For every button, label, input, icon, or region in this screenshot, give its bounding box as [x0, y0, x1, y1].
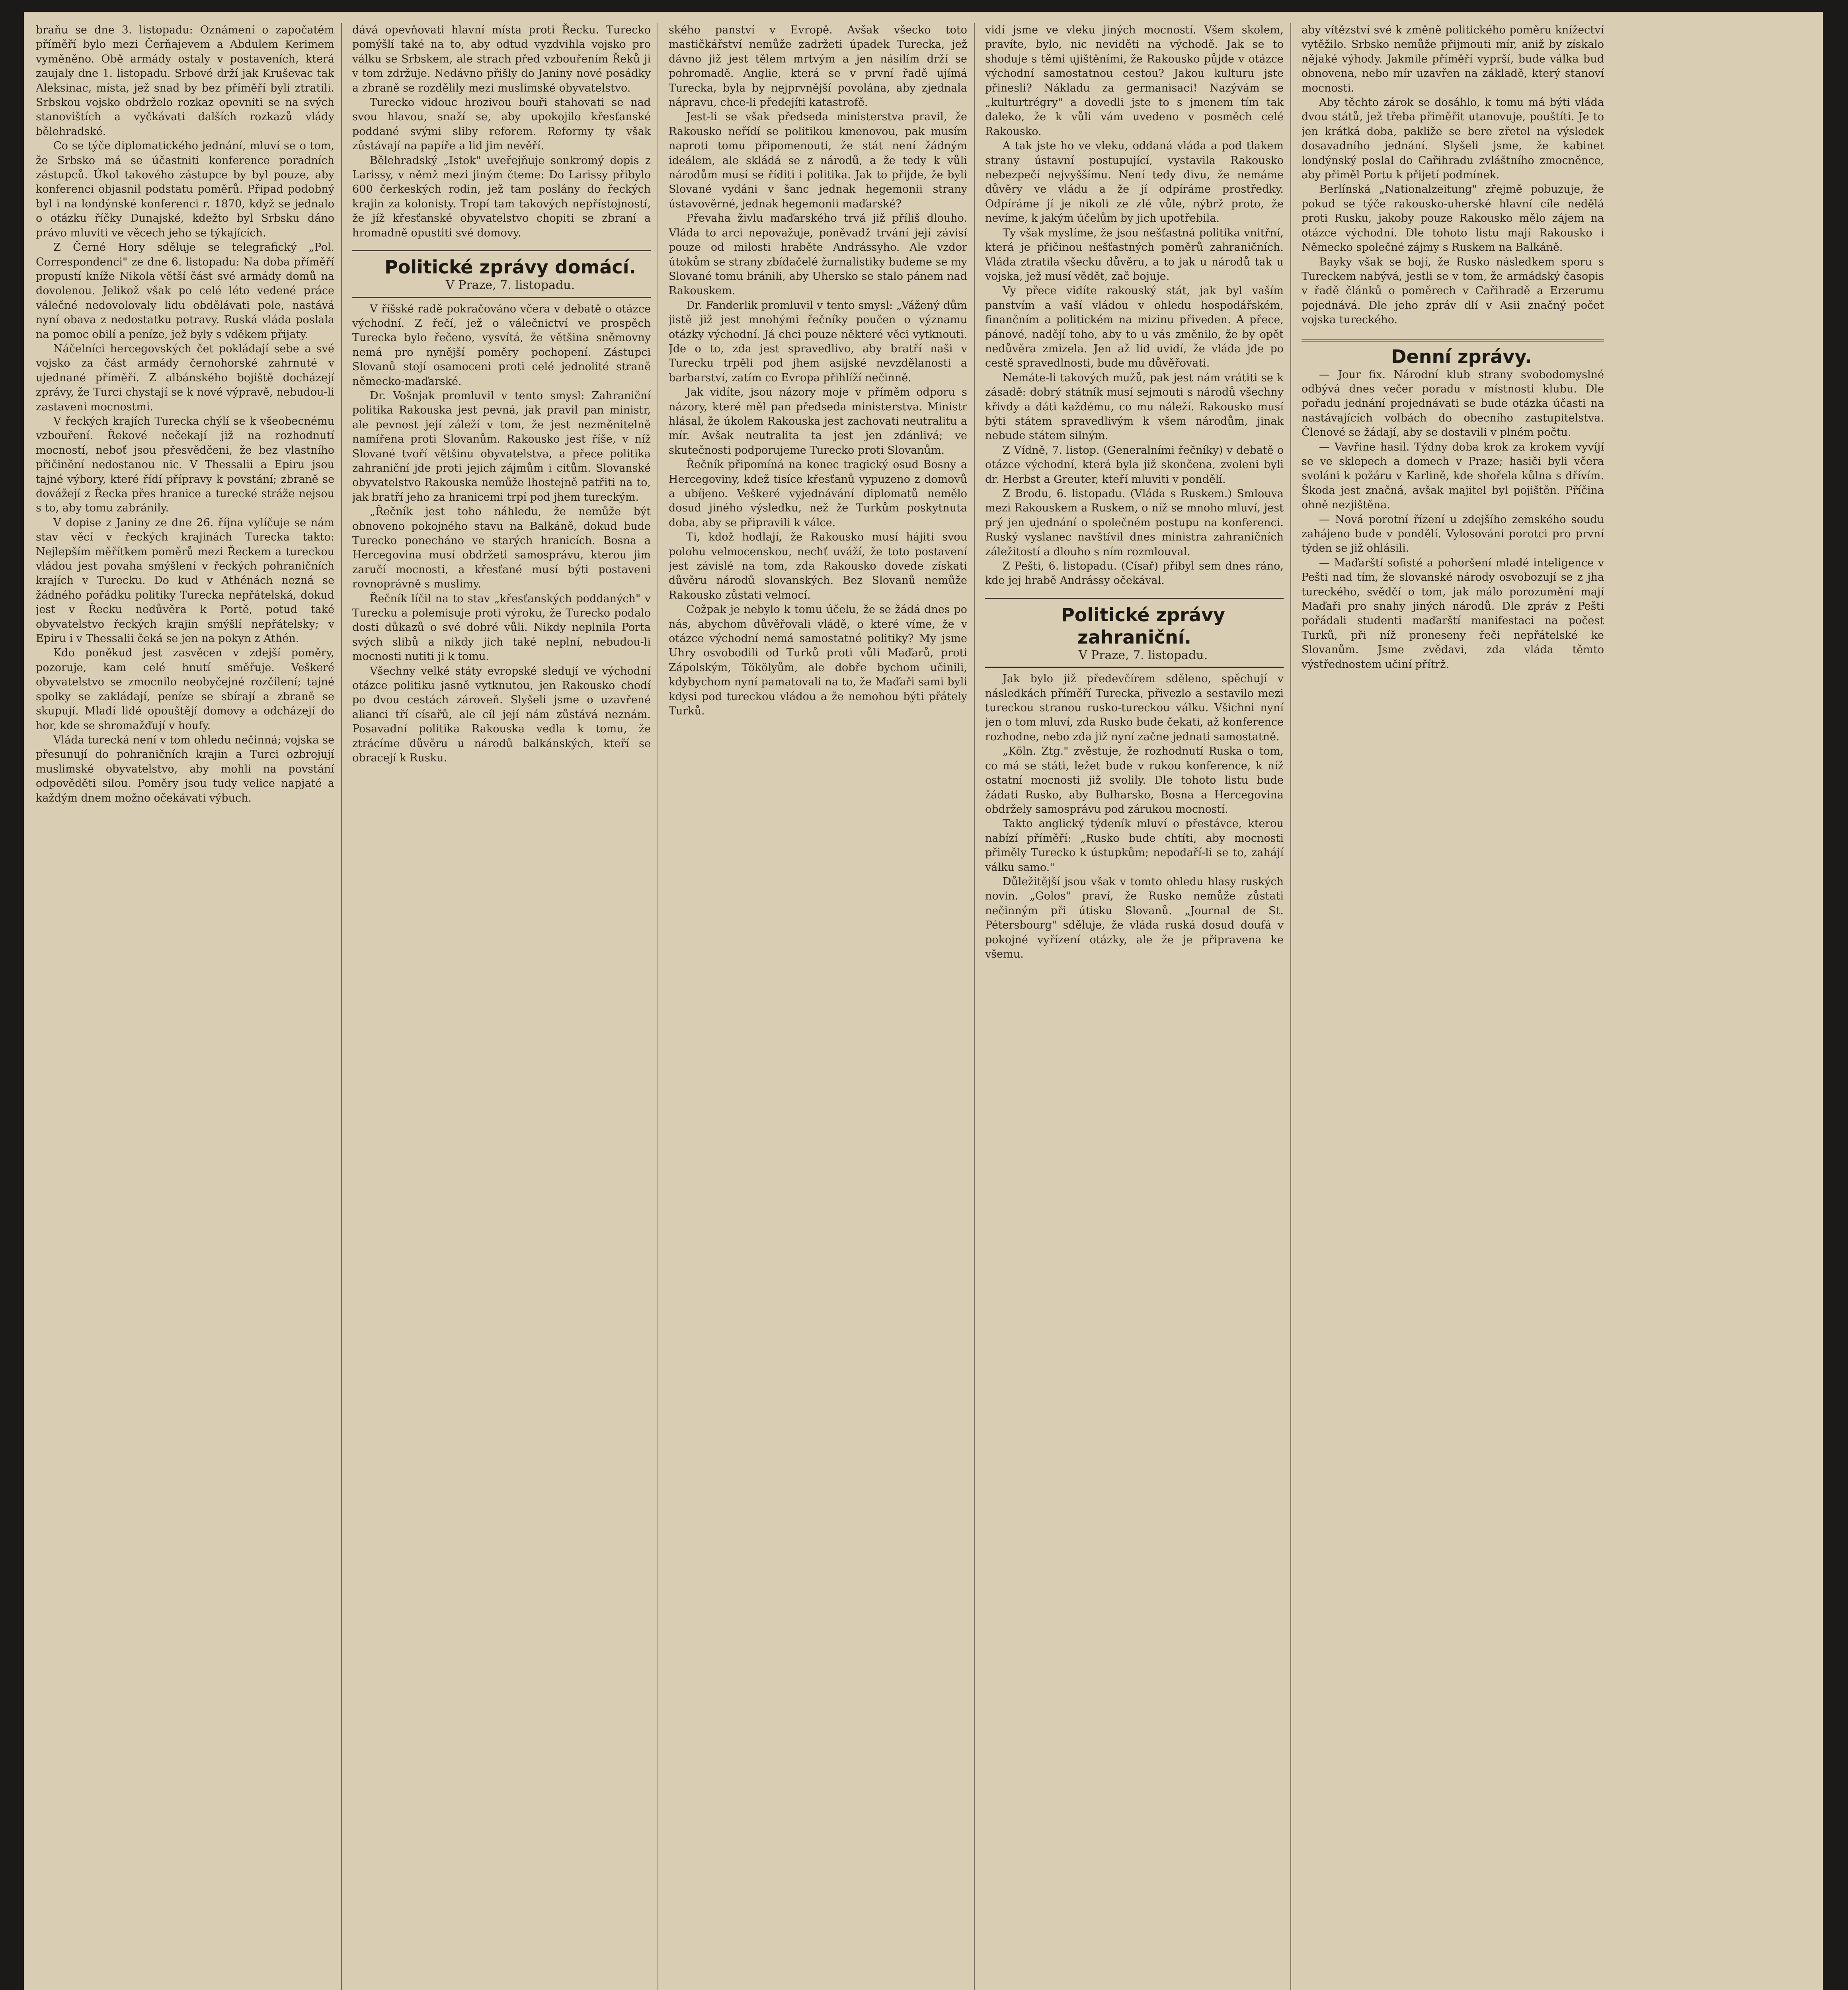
paragraph: — Jour fix. Národní klub strany svobodomyslné odbývá dnes večer poradu v místnosti klubu. Dle pořadu jednání projednávati se bude otázka účasti na nastávajících volbách do obecního zastupitelstva. Členové se žádají, aby se dostavili v plném počtu. — [1302, 368, 1604, 439]
dateline: V Praze, 7. listopadu. — [1078, 648, 1208, 662]
paragraph: Náčelníci hercegovských čet pokládají sebe a své vojsko za část armády černohorské zahrnuté v ujednané příměří. Z albánského bojiště docházejí zprávy, že Turci chystají se k nové výpravě, nebudou-li zastaveni mocnostmi. — [36, 342, 334, 413]
paragraph: — Vavřine hasil. Týdny doba krok za krokem vyvíjí se ve sklepech a domech v Praze; hasiči byli včera svoláni k požáru v Karlině, kde shořela kůlna s dřívím. Škoda jest značná, avšak majitel byl pojištěn. Příčina ohně nezjištěna. — [1302, 441, 1604, 511]
section-header-daily — [1302, 339, 1604, 368]
paragraph: Z Pešti, 6. listopadu. (Císař) přibyl sem dnes ráno, kde jej hrabě Andrássy očekával. — [985, 560, 1284, 587]
paragraph: „Köln. Ztg." zvěstuje, že rozhodnutí Ruska o tom, co má se státi, ležet bude v rukou konference, k níž ostatní mocnosti již svolily. Dle tohoto listu bude žádati Rusko, aby Bulharsko, Bosna a Hercegovina obdržely samosprávu pod zárukou mocností. — [985, 745, 1284, 816]
paragraph: Nemáte-li takových mužů, pak jest nám vrátiti se k zásadě: dobrý státník musí sejmouti s národů všechny křivdy a dáti každému, co mu náleží. Rakousko musí býti státem spravedlivým k všem národům, jinak nebude státem silným. — [985, 371, 1284, 442]
column-rule — [1290, 23, 1291, 1990]
column-1 — [36, 23, 334, 1990]
paragraph: Dr. Fanderlik promluvil v tento smysl: „Vážený dům jistě již jest mnohými řečníky poučen o významu otázky východní. Já chci pouze některé věci vytknouti. Jde o to, zda jest spravedlivo, aby bratří naši v Turecku trpěli pod jhem asijské nevzdělanosti a barbarství, zatím co Evropa přihlíží nečinně. — [669, 299, 967, 384]
paragraph: Takto anglický týdeník mluví o přestávce, kterou nabízí příměří: „Rusko bude chtíti, aby mocnosti přiměly Turecko k ústupkům; nepodaří-li se to, zahájí válku samo." — [985, 817, 1284, 874]
paragraph: Berlínská „Nationalzeitung" zřejmě pobuzuje, že pokud se týče rakousko-uherské hlavní cíle nedělá proti Rusku, jakoby pouze Rakousko mělo zájem na otázce východní. Dle tohoto listu mají Rakousko i Německo společné zájmy s Ruskem na Balkáně. — [1302, 183, 1604, 254]
column-2 — [352, 23, 651, 1990]
column-4 — [985, 23, 1284, 1990]
paragraph: V řeckých krajích Turecka chýlí se k všeobecnému vzbouření. Řekové nečekají již na rozhodnutí mocností, neboť jsou přesvědčeni, že bez vlastního přičinění nedostanou nic. V Thessalii a Epiru jsou tajné výbory, které řídí přípravy k povstání; zbraně se dovážejí z Řecka přes hranice a turecké stráže nejsou s to, aby tomu zabránily. — [36, 415, 334, 515]
paragraph: Vy přece vidíte rakouský stát, jak byl vaším panstvím a vaší vládou v ohledu hospodářském, finančním a politickém na mizinu přiveden. A přece, pánové, nadějí toho, aby to u vás změnilo, že by opět nedůvěra zmizela. Jen až lid uvidí, že vláda jde po cestě spravedlnosti, bude mu důvěřovati. — [985, 285, 1284, 370]
paragraph: Z Brodu, 6. listopadu. (Vláda s Ruskem.) Smlouva mezi Rakouskem a Ruskem, o níž se mnoho mluví, jest prý jen ujednání o společném postupu na konferenci. Ruský vyslanec navštívil dnes ministra zahraničních záležitostí a dlouho s ním rozmlouval. — [985, 488, 1284, 558]
column-rule — [974, 23, 975, 1990]
paragraph: Cožpak je nebylo k tomu účelu, že se žádá dnes po nás, abychom důvěřovali vládě, o které víme, že v otázce východní nemá samostatné politiky? My jsme Uhry osvobodili od Turků proti vůli Maďarů, proti Zápolským, Tökölyům, ale dobře bychom učinili, kdybychom nyní pamatovali na to, že Maďaři sami byli kdysi pod tureckou vládou a že nemohou býti přátely Turků. — [669, 603, 967, 718]
paragraph: braňu se dne 3. listopadu: Oznámení o započatém příměří bylo mezi Čerňajevem a Abdulem Kerimem vyměněno. Obě armády ostaly v postaveních, která zaujaly dne 1. listopadu. Srbové drží jak Kruševac tak Aleksinac, místa, jež snad by bez příměří byli ztratili. Srbskou vojsko obdrželo rozkaz opevniti se na svých stanovištích a vyčkávati dalších rozkazů vlády bělehradské. — [36, 24, 334, 138]
paragraph: Z Vídně, 7. listop. (Generalními řečníky) v debatě o otázce východní, která byla již skončena, zvoleni byli dr. Herbst a Greuter, kteří mluviti v pondělí. — [985, 444, 1284, 486]
column-5 — [1302, 23, 1604, 1990]
paragraph: Aby těchto zárok se dosáhlo, k tomu má býti vláda dvou států, jež třeba přiměřit utanovuje, pouštíti. Je to jen krátká doba, pakliže se bere zřetel na výsledek dosavadního jednání. Slyšeli jsme, že kabinet londýnský poslal do Cařihradu zvláštního zmocněnce, aby přiměl Portu k přijetí podmínek. — [1302, 96, 1604, 181]
headline-domestic: Politické zprávy domácí. — [384, 256, 636, 278]
section-header-foreign — [985, 598, 1284, 668]
paragraph: Ty však myslíme, že jsou nešťastná politika vnitřní, která je přičinou nešťastných poměrů zahraničních. Vláda ztratila všecku důvěru, a to jak u národů tak u vojska, jež musí vědět, zač bojuje. — [985, 226, 1284, 283]
paragraph: Všechny velké státy evropské sledují ve východní otázce politiku jasně vytknutou, jen Rakousko chodí po dvou cestách zároveň. Slyšeli jsme o uzavřené alianci tří císařů, ale cíl její nám zůstává neznám. Posavadní politika Rakouska vedla k tomu, že ztrácíme důvěru u národů balkánských, kteří se obracejí k Rusku. — [352, 665, 651, 765]
paragraph: Jak bylo již předevčírem sděleno, spěchují v následkách příměří Turecka, přivezlo a sestavilo mezi tureckou stranou rusko-tureckou válku. Všichni nyní jen o tom mluví, zda Rusko bude čekati, až konference rozhodne, nebo zda již nyní začne jednati samostatně. — [985, 673, 1284, 743]
paragraph: Bělehradský „Istok" uveřejňuje sonkromý dopis z Larissy, v němž mezi jiným čteme: Do Larissy přibylo 600 čerkeských rodin, jež tam poslány do řeckých krajin za kolonisty. Tropí tam takových nepřístojností, že jíž křesťanské obyvatelstvo chopiti se zbraní a hromadně opustiti své domovy. — [352, 154, 651, 239]
newspaper-page — [24, 12, 1823, 1990]
column-3 — [669, 23, 967, 1990]
column-rule — [341, 23, 342, 1990]
paragraph: Převaha živlu maďarského trvá již příliš dlouho. Vláda to arci nepovažuje, poněvadž trvání její závisí pouze od milosti hraběte Andrássyho. Ale vzdor útokům se strany zbídačelé žurnalistiky budeme se my Slované tomu bránili, aby Uhersko se stalo pánem nad Rakouskem. — [669, 212, 967, 297]
paragraph: Bayky však se bojí, že Rusko následkem sporu s Tureckem nabývá, jestli se v tom, že armádský časopis v řadě článků o poměrech v Cařihradě a Erzerumu pojednává. Dle jeho zpráv dlí v Asii značný počet vojska tureckého. — [1302, 256, 1604, 326]
paragraph: Řečník připomíná na konec tragický osud Bosny a Hercegoviny, kdež tisíce křesťanů vypuzeno z domovů a ubíjeno. Veškeré vyjednávání diplomatů nemělo dosud jiného výsledku, než že Turkům poskytnuta doba, aby se připravili k válce. — [669, 458, 967, 529]
dateline: V Praze, 7. listopadu. — [445, 278, 575, 293]
paragraph: Řečník líčil na to stav „křesťanských poddaných" v Turecku a polemisuje proti výroku, že Turecko podalo dosti důkazů o své dobré vůli. Nikdy neplnila Porta svých slibů a nikdy jich také neplní, nebudou-li mocnosti nutiti ji k tomu. — [352, 592, 651, 663]
paragraph: — Nová porotní řízení u zdejšího zemského soudu zahájeno bude v pondělí. Vylosováni porotci pro první týden se již ohlásili. — [1302, 513, 1604, 555]
paragraph: aby vítězství své k změně politického poměru knížectví vytěžilo. Srbsko nemůže přijmouti mír, aniž by získalo nějaké výhody. Jakmile příměří vyprší, bude válka buď obnovena, nebo mír uzavřen na základě, který stanoví mocnosti. — [1302, 24, 1604, 94]
paragraph: Dr. Vošnjak promluvil v tento smysl: Zahraniční politika Rakouska jest pevná, jak pravil pan ministr, ale pevnost její záleží v tom, že jest nezměnitelně namířena proti Slovanům. Rakousko jest říše, v níž Slované tvoří většinu obyvatelstva, a přece politika zahraniční jde proti jejich zájmům i citům. Slovanské obyvatelstvo Rakouska nemůže lhostejně patřiti na to, jak bratří jeho za hranicemi trpí pod jhem tureckým. — [352, 389, 651, 503]
paragraph: vidí jsme ve vleku jiných mocností. Všem skolem, pravíte, bylo, nic neviděti na východě. Jak se to shoduje s těmi ujištěními, že Rakousko půjde v otázce východní samostatnou cestou? Jakou kulturu jste přinesli? Nákladu za germanisaci! Nazývám se „kulturtrégry" a dovedli jste to s jmenem tím tak daleko, že k vůli vám uvedeno v posměch celé Rakousko. — [985, 24, 1284, 138]
paragraph: Kdo poněkud jest zasvěcen v zdejší poměry, pozoruje, kam celé hnutí směřuje. Veškeré obyvatelstvo se zmocnilo neobyčejné rozčilení; tajné spolky se zakládají, peníze se sbírají a zbraně se skupují. Mladí lidé opouštějí domovy a odcházejí do hor, kde se shromažďují v houfy. — [36, 647, 334, 732]
paragraph: Turecko vidouc hrozivou bouři stahovati se nad svou hlavou, snaží se, aby upokojilo křesťanské poddané svými sliby reforem. Reformy ty však zůstávají na papíře a lid jim nevěří. — [352, 96, 651, 152]
paragraph: dává opevňovati hlavní místa proti Řecku. Turecko pomýšlí také na to, aby odtud vyzdvihla vojsko pro válku se Srbskem, ale strach před vzbouřením Řeků ji v tom zdržuje. Nedávno přišly do Janiny nové posádky a zbraně se rozdělily mezi muslimské obyvatelstvo. — [352, 24, 651, 94]
paragraph: Z Černé Hory sděluje se telegrafický „Pol. Correspondenci" ze dne 6. listopadu: Na doba příměří propustí kníže Nikola větší část své armády domů na dovolenou. Jelikož však po celé léto vedené práce válečné nedovolovaly lidu obdělávati pole, nastává nyní obava z nedostatku potravy. Ruská vláda poslala na pomoc obilí a peníze, jež byly s vděkem přijaty. — [36, 241, 334, 341]
section-header-domestic — [352, 250, 651, 298]
paragraph: Co se týče diplomatického jednání, mluví se o tom, že Srbsko má se účastniti konference poradních zástupců. Úkol takového zástupce by byl pouze, aby konferenci objasnil podstatu poměrů. Připad podobný byl i na londýnské konferenci r. 1870, když se jednalo o otázku říčky Dunajské, kdežto byl Srbsku dáno právo mluviti ve věcech jeho se týkajících. — [36, 140, 334, 239]
paragraph: V dopise z Janiny ze dne 26. října vylíčuje se nám stav věcí v řeckých krajinách Turecka takto: Nejlepším měřítkem poměrů mezi Řeckem a tureckou vládou jest povaha smýšlení v řeckých pohraničních krajích v Turecku. Do kud v Athénách nezná se žádného pořádku politiky Turecka nepřátelská, dokud jest v Řecku nedůvěra k Portě, potud také obyvatelstvo řeckých krajin smýšlí nepřátelsky; v Epiru i v Thessalii čeká se jen na pokyn z Athén. — [36, 516, 334, 645]
paragraph: „Řečník jest toho náhledu, že nemůže být obnoveno pokojného stavu na Balkáně, dokud bude Turecko ponecháno ve starých hranicích. Bosna a Hercegovina musí obdržeti samosprávu, kterou jim zaručí mocnosti, a křesťané musí býti postaveni rovnoprávně s muslimy. — [352, 505, 651, 591]
paragraph: Ti, kdož hodlají, že Rakousko musí hájiti svou polohu velmocenskou, nechť uváží, že toto postavení jest závislé na tom, zda Rakousko dovede získati důvěru národů slovanských. Bez Slovanů nemůže Rakousko zůstati velmocí. — [669, 531, 967, 601]
paragraph: Jest-li se však předseda ministerstva pravil, že Rakousko neřídí se politikou kmenovou, pak musím naproti tomu připomenouti, že stát není žádným ideálem, ale skládá se z národů, a že tedy k vůli národům musí se říditi i politika. Jak to přijde, že byli Slované vydáni v šanc jednak hegemonii strany ústavověrné, jednak hegemonii maďarské? — [669, 111, 967, 210]
headline-daily: Denní zprávy. — [1391, 345, 1532, 367]
paragraph: — Maďarští sofisté a pohoršení mladé inteligence v Pešti nad tím, že slovanské národy osvobozují se z jha tureckého, svědčí o tom, jak málo porozumění mají Maďaři pro snahy jiných národů. Dle zpráv z Pešti pořádali studenti maďarští manifestaci na počest Turků, při níž proneseny řeči nepřátelské ke Slovanům. Jsme zvědavi, zda vláda těmto výstřednostem učiní přítrž. — [1302, 556, 1604, 671]
paragraph: Jak vidíte, jsou názory moje v příměm odporu s názory, které měl pan předseda ministerstva. Ministr hlásal, že úkolem Rakouska jest zachovati neutralitu a mír. Avšak neutralita ta jest jen zdánlivá; ve skutečnosti podporujeme Turecko proti Slovanům. — [669, 386, 967, 457]
paragraph: ského panství v Evropě. Avšak všecko toto mastičkářství nemůže zadržeti úpadek Turecka, jež dávno již jest tělem mrtvým a jen násilím drží se pohromadě. Anglie, která se v první řadě ujímá Turecka, byla by nejprvnější povolána, aby zjednala nápravu, chce-li předejíti katastrofě. — [669, 24, 967, 109]
paragraph: Vláda turecká není v tom ohledu nečinná; vojska se přesunují do pohraničních krajin a Turci ozbrojují muslimské obyvatelstvo, aby mohli na povstání odpověděti silou. Poměry jsou tudy velice napjaté a každým dnem možno očekávati výbuch. — [36, 734, 334, 804]
paragraph: A tak jste ho ve vleku, oddaná vláda a pod tlakem strany ústavní postupující, vystavila Rakousko nebezpečí nejvyššímu. Není tedy divu, že nemáme důvěry ve vládu a že jí odpíráme prostředky. Odpíráme jí je nikoli ze zlé vůle, nýbrž proto, že nevíme, k jakým účelům by jich upotřebila. — [985, 140, 1284, 225]
headline-foreign: Politické zprávy zahraniční. — [1061, 604, 1225, 648]
paragraph: Důležitější jsou však v tomto ohledu hlasy ruských novin. „Golos" praví, že Rusko nemůže zůstati nečinným při útisku Slovanů. „Journal de St. Pétersbourg" sděluje, že vláda ruská dosud doufá v pokojné vyřízení otázky, ale že je připravena ke všemu. — [985, 875, 1284, 960]
paragraph: V říšské radě pokračováno včera v debatě o otázce východní. Z řečí, jež o válečnictví ve prospěch Turecka bylo řečeno, vysvítá, že většina sněmovny nemá pro nynější poměry pochopení. Zástupci Slovanů stojí osamoceni proti celé jednolité straně německo-maďarské. — [352, 302, 651, 388]
